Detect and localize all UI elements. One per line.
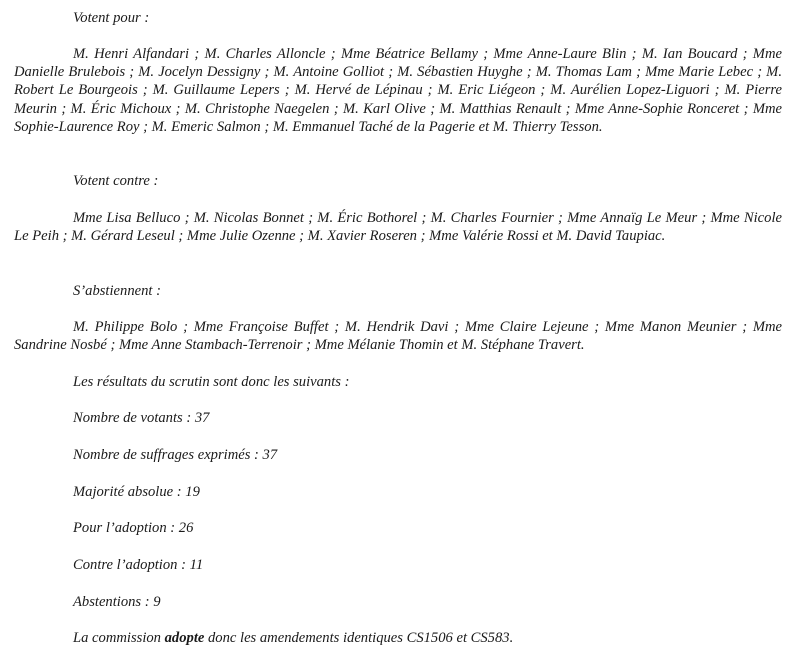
result-contre-adoption: Contre l’adoption : 11 [73,557,204,573]
conclusion-sentence [73,629,513,647]
conclusion-verb: adopte [164,630,205,646]
abstention-heading: S’abstiennent : [73,283,161,299]
vote-pour-heading: Votent pour : [73,10,150,26]
result-votants: Nombre de votants : 37 [73,410,210,426]
result-majorite-absolue: Majorité absolue : 19 [73,484,200,500]
vote-pour-names: M. Henri Alfandari ; M. Charles Alloncle ; Mme Béatrice Bellamy ; Mme Anne-Laure Blin ; M. Ian Boucard ; Mme Danielle Brulebois ; M. Jocelyn Dessigny ; M. Antoine Golliot ; M. Sébastien Huyghe ; M. Thomas Lam ; Mme Marie Lebec ; M. Robert Le Bourgeois ; M. Guillaume Lepers ; M. Hervé de Lépinau ; M. Eric Liégeon ; M. Aurélien Lopez-Liguori ; M. Pierre Meurin ; M. Éric Michoux ; M. Christophe Naegelen ; M. Karl Olive ; M. Matthias Renault ; Mme Anne-Sophie Ronceret ; Mme Sophie-Laurence Roy ; M. Emeric Salmon ; M. Emmanuel Taché de la Pagerie et M. Thierry Tesson. [14,46,782,135]
vote-contre-names: Mme Lisa Belluco ; M. Nicolas Bonnet ; M. Éric Bothorel ; M. Charles Fournier ; Mme Annaïg Le Meur ; Mme Nicole Le Peih ; M. Gérard Leseul ; Mme Julie Ozenne ; M. Xavier Roseren ; Mme Valérie Rossi et M. David Taupiac. [14,210,782,245]
result-pour-adoption: Pour l’adoption : 26 [73,520,194,536]
results-intro: Les résultats du scrutin sont donc les suivants : [73,374,350,390]
conclusion-suffix: donc les amendements identiques CS1506 et CS583. [204,630,514,646]
conclusion-prefix: La commission [73,630,165,646]
vote-contre-heading: Votent contre : [73,173,159,189]
result-abstentions: Abstentions : 9 [73,594,161,610]
abstention-names: M. Philippe Bolo ; Mme Françoise Buffet ; M. Hendrik Davi ; Mme Claire Lejeune ; Mme Manon Meunier ; Mme Sandrine Nosbé ; Mme Anne Stambach-Terrenoir ; Mme Mélanie Thomin et M. Stéphane Travert. [14,319,782,354]
result-suffrages-exprimes: Nombre de suffrages exprimés : 37 [73,447,278,463]
